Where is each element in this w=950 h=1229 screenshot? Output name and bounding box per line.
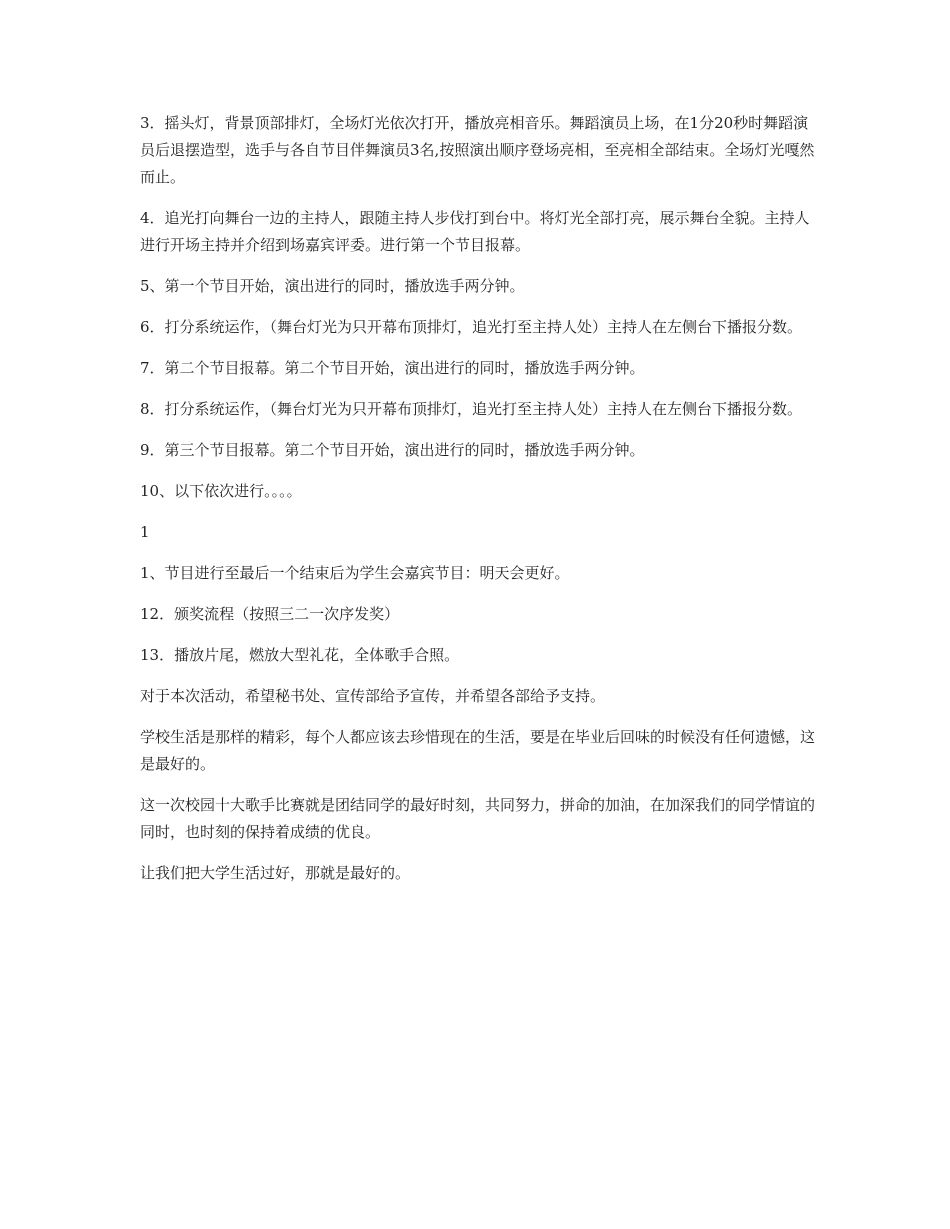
paragraph-step-5: 5、第一个节目开始，演出进行的同时，播放选手两分钟。 bbox=[140, 277, 525, 295]
paragraph-closing: 让我们把大学生活过好，那就是最好的。 bbox=[140, 864, 411, 882]
paragraph-page-number: 1 bbox=[140, 523, 150, 541]
paragraph-school-life: 学校生活是那样的精彩，每个人都应该去珍惜现在的生活，要是在毕业后回味的时候没有任何遗憾，这是最好的。 bbox=[140, 728, 816, 773]
paragraph-support-request: 对于本次活动，希望秘书处、宣传部给予宣传，并希望各部给予支持。 bbox=[140, 687, 606, 705]
paragraph-step-11: 1、节目进行至最后一个结束后为学生会嘉宾节目：明天会更好。 bbox=[140, 564, 570, 582]
paragraph-step-8: 8．打分系统运作，（舞台灯光为只开幕布顶排灯，追光打至主持人处）主持人在左侧台下播报分数。 bbox=[140, 400, 803, 418]
paragraph-step-3: 3．摇头灯，背景顶部排灯，全场灯光依次打开，播放亮相音乐。舞蹈演员上场，在1分20秒时舞蹈演员后退摆造型，选手与各自节目伴舞演员3名,按照演出顺序登场亮相，至亮相全部结束。全场灯光嘎然而止。 bbox=[140, 114, 815, 186]
document-body bbox=[140, 110, 816, 901]
paragraph-step-13: 13．播放片尾，燃放大型礼花，全体歌手合照。 bbox=[140, 646, 460, 664]
paragraph-step-9: 9．第三个节目报幕。第二个节目开始，演出进行的同时，播放选手两分钟。 bbox=[140, 441, 645, 459]
paragraph-step-4: 4．追光打向舞台一边的主持人，跟随主持人步伐打到台中。将灯光全部打亮，展示舞台全貌。主持人进行开场主持并介绍到场嘉宾评委。进行第一个节目报幕。 bbox=[140, 209, 810, 254]
paragraph-step-10: 10、以下依次进行。。。。 bbox=[140, 482, 302, 500]
paragraph-step-7: 7．第二个节目报幕。第二个节目开始，演出进行的同时，播放选手两分钟。 bbox=[140, 359, 645, 377]
paragraph-step-12: 12．颁奖流程（按照三二一次序发奖） bbox=[140, 605, 400, 623]
paragraph-competition: 这一次校园十大歌手比赛就是团结同学的最好时刻，共同努力，拼命的加油，在加深我们的同学情谊的同时，也时刻的保持着成绩的优良。 bbox=[140, 796, 816, 841]
paragraph-step-6: 6．打分系统运作，（舞台灯光为只开幕布顶排灯，追光打至主持人处）主持人在左侧台下播报分数。 bbox=[140, 318, 803, 336]
